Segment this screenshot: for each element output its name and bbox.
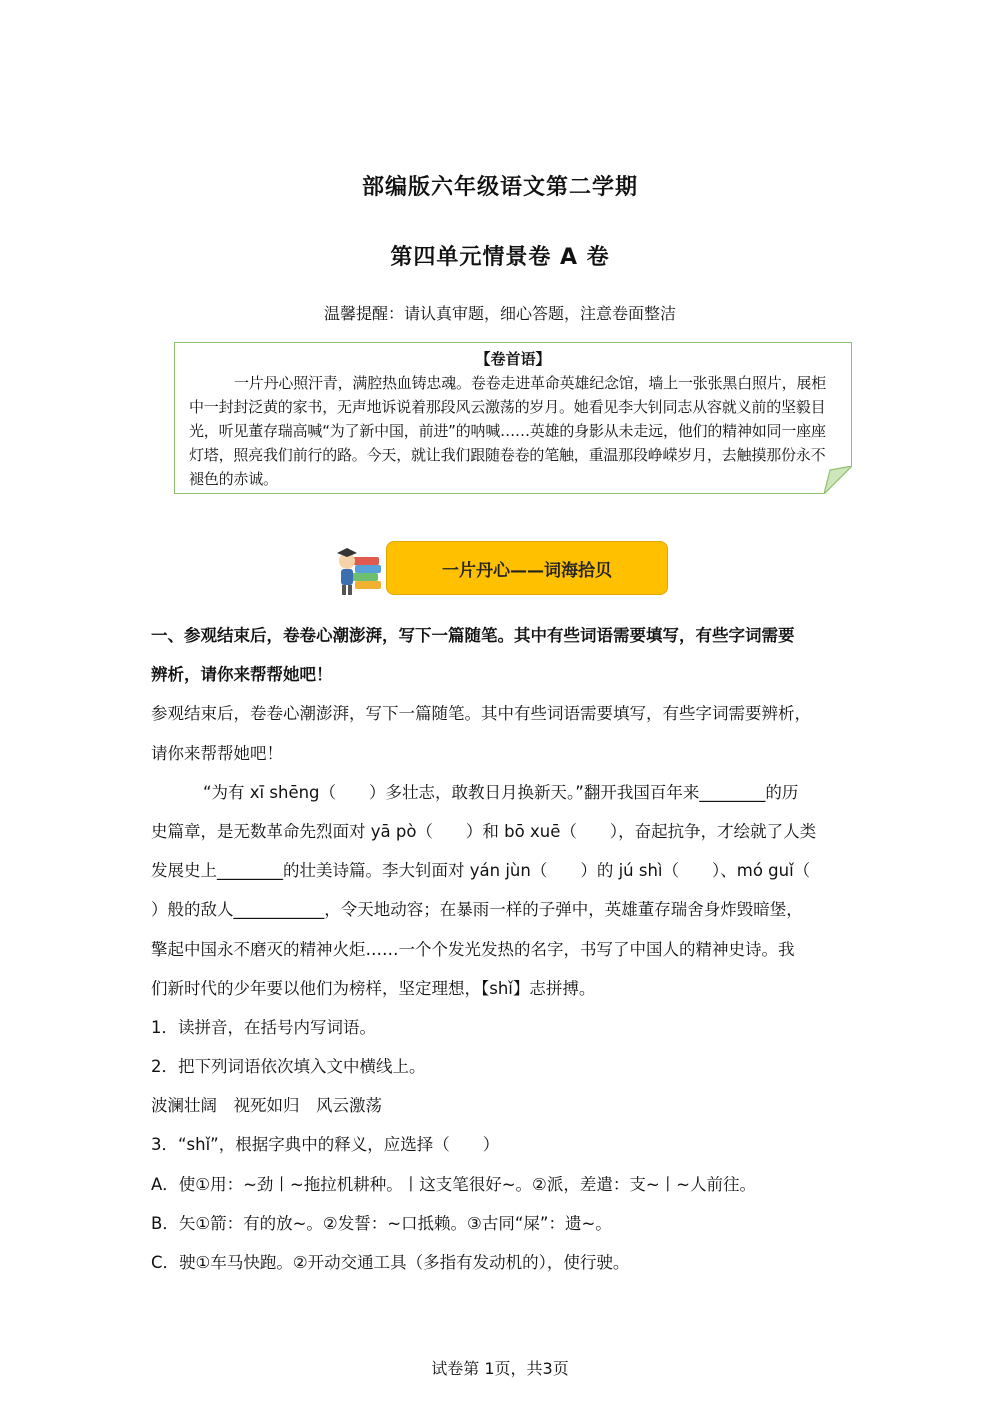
sub-question: 1．读拼音，在括号内写词语。 bbox=[151, 1017, 376, 1037]
preface-body: 一片丹心照汗青，满腔热血铸忠魂。卷卷走进革命英雄纪念馆，墙上一张张黑白照片，展柜中一封封泛黄的家书，无声地诉说着那段风云激荡的岁月。她看见李大钊同志从容就义前的坚毅目光，听见董存瑞高喊“为了新中国，前进”的呐喊……英雄的身影从未走远，他们的精神如同一座座灯塔，照亮我们前行的路。今天，就让我们跟随卷卷的笔触，重温那段峥嵘岁月，去触摸那份永不褪色的赤诚。 bbox=[189, 374, 827, 488]
preface-heading: 【卷首语】 bbox=[475, 350, 551, 368]
passage-line: 擎起中国永不磨灭的精神火炬……一个个发光发热的名字，书写了中国人的精神史诗。我 bbox=[151, 939, 795, 959]
page-fold-icon bbox=[824, 466, 852, 494]
section-banner: 一片丹心——词海拾贝 bbox=[386, 541, 668, 595]
passage-line: 发展史上________的壮美诗篇。李大钊面对 yán jùn（ ）的 jú shì（ ）、mó guǐ（ bbox=[151, 861, 811, 881]
passage-line: “为有 xī shēng（ ）多壮志，敢教日月换新天。”翻开我国百年来________的历 bbox=[203, 782, 799, 802]
sub-question: 2．把下列词语依次填入文中横线上。 bbox=[151, 1057, 426, 1077]
passage-line: 史篇章，是无数革命先烈面对 yā pò（ ）和 bō xuē（ ），奋起抗争，才绘就了人类 bbox=[151, 821, 817, 841]
option-b: B．矢①箭：有的放~。②发誓：~口抵赖。③古同“屎”：遗~。 bbox=[151, 1213, 612, 1233]
preface-box bbox=[174, 342, 852, 494]
word-bank: 波澜壮阔 视死如归 风云激荡 bbox=[151, 1096, 382, 1116]
sub-question: 3．“shǐ”，根据字典中的释义，应选择（ ） bbox=[151, 1135, 500, 1155]
exam-subtitle: 第四单元情景卷 A 卷 bbox=[390, 245, 610, 270]
question-heading-cont: 辨析，请你来帮帮她吧！ bbox=[151, 665, 333, 685]
question-intro-cont: 请你来帮帮她吧！ bbox=[151, 743, 283, 763]
question-heading: 一、参观结束后，卷卷心潮澎湃，写下一篇随笔。其中有些词语需要填写，有些字词需要 bbox=[151, 626, 795, 645]
question-intro: 参观结束后，卷卷心潮澎湃，写下一篇随笔。其中有些词语需要填写，有些字词需要辨析， bbox=[151, 704, 811, 724]
option-c: C．驶①车马快跑。②开动交通工具（多指有发动机的），使行驶。 bbox=[151, 1253, 630, 1272]
question-content bbox=[151, 616, 861, 1282]
exam-title: 部编版六年级语文第二学期 bbox=[361, 175, 638, 200]
option-a: A．使①用：~劲丨~拖拉机耕种。丨这支笔很好~。②派，差遣：支~丨~人前往。 bbox=[151, 1174, 756, 1194]
passage-line: ）般的敌人___________，令天地动容；在暴雨一样的子弹中，英雄董存瑞舍身炸毁暗堡， bbox=[151, 900, 803, 920]
student-books-icon bbox=[333, 543, 385, 597]
passage-line: 们新时代的少年要以他们为榜样，坚定理想，【shǐ】志拼搏。 bbox=[151, 978, 596, 998]
reminder-text: 温馨提醒：请认真审题，细心答题，注意卷面整洁 bbox=[323, 304, 676, 323]
page-footer: 试卷第 1页，共3页 bbox=[431, 1359, 569, 1378]
